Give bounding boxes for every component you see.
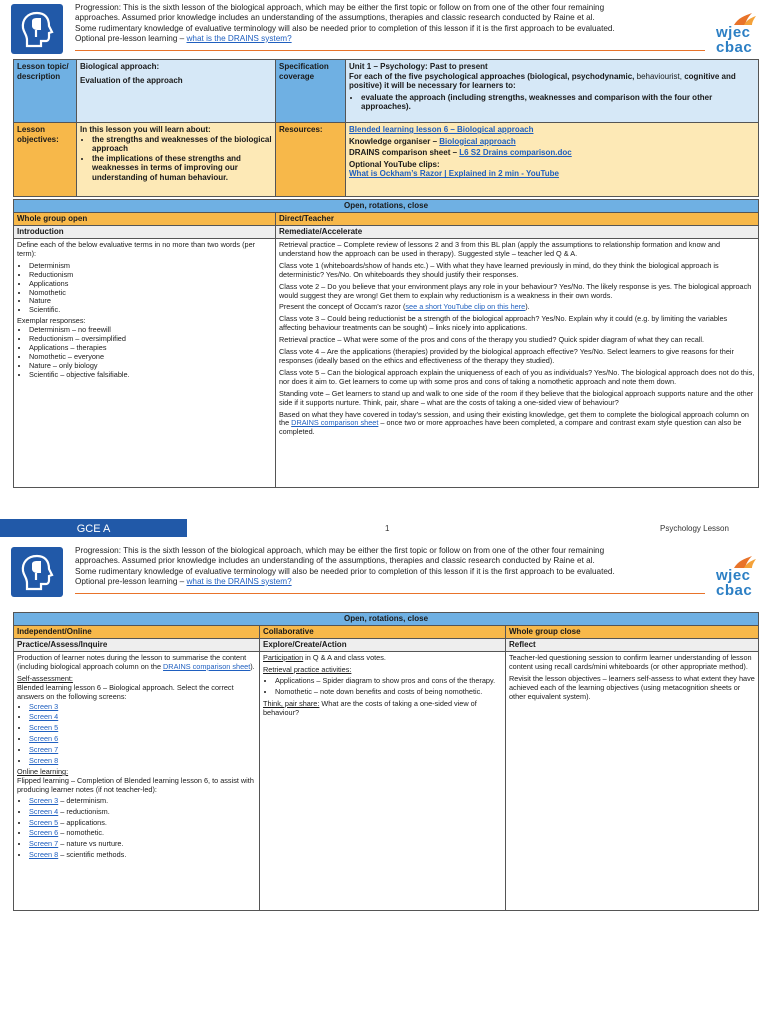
online-item: [29, 797, 256, 806]
online-item: [29, 829, 256, 838]
exemplar-label: Exemplar responses:: [17, 316, 86, 326]
progression-divider: [75, 50, 705, 51]
objectives-cell: [77, 123, 276, 197]
retrieval-item: • Applications – Spider diagram to show pros and cons of the therapy.: [275, 677, 502, 686]
objectives-intro: In this lesson you will learn about:: [80, 125, 211, 134]
spec-coverage-cell: [346, 60, 759, 123]
spec-body-a: For each of the five psychological approaches (biological, psychodynamic,: [349, 71, 637, 81]
page-2: [0, 543, 768, 1024]
drains-comparison-link[interactable]: DRAINS comparison sheet: [291, 418, 379, 428]
progression-text: [75, 3, 705, 44]
online-item: [29, 808, 256, 817]
intro-text: Define each of the below evaluative terms in no more than two words (per term):: [17, 240, 256, 258]
class-vote-1: Class vote 1 (whiteboards/show of hands etc.) – With what they have learned previously in mind, do they think the biological approach is deterministic? Yes/No. On whiteboards they should justify their responses.: [279, 260, 719, 279]
spec-body-behav: behaviourist,: [636, 71, 682, 81]
standing-vote: Standing vote – Get learners to stand up and walk to one side of the room if they believe that the biological approach supports nature and the other side if it supports nurture. Think, pair, share – what are the costs of taking a one-sided view of behaviour?: [279, 388, 754, 407]
online-learning-text: Flipped learning – Completion of Blended learning lesson 6, to assist with producing learner notes (if not teacher-led):: [17, 775, 254, 794]
drains-completion-para: [279, 411, 755, 438]
section1-banner: Open, rotations, close: [14, 200, 759, 213]
objective-item: • the implications of these strengths and weaknesses in terms of improving our understanding of human behaviour.: [92, 154, 272, 183]
online-item-text: – nomothetic.: [58, 828, 105, 838]
online-item-text: – reductionism.: [58, 806, 110, 816]
collaborative-cell: [260, 652, 506, 911]
lesson-topic-title: Biological approach:: [80, 62, 160, 71]
screen-link[interactable]: Screen 8: [29, 756, 59, 766]
head-logo-icon: [11, 4, 63, 54]
lesson-topic-label: Lesson topic/ description: [14, 60, 77, 123]
wjec-logo: [716, 12, 760, 56]
screen-link[interactable]: Screen 3: [29, 701, 59, 711]
sub-head-reflect: Reflect: [506, 639, 759, 652]
lesson-topic-cell: [77, 60, 276, 123]
ockham-youtube-link[interactable]: What is Ockham’s Razor | Explained in 2 min - YouTube: [349, 169, 559, 179]
col-head-whole-group-close: Whole group close: [506, 626, 759, 639]
progression-line-3: Some rudimentary knowledge of evaluative terminology will also be needed prior to completion of this lesson if it is the first approach to be evaluated.: [75, 566, 615, 576]
spec-title: Unit 1 – Psychology: Past to present: [349, 62, 488, 71]
online-item: [29, 840, 256, 849]
exemplar-item: • Nomothetic – everyone: [29, 353, 272, 362]
online-item-text: – determinism.: [58, 795, 109, 805]
screen-link[interactable]: Screen 5: [29, 817, 59, 827]
section1-table: [13, 199, 759, 488]
progression-line-3: Some rudimentary knowledge of evaluative terminology will also be needed prior to completion of this lesson if it is the first approach to be evaluated.: [75, 23, 615, 33]
participation-label: Participation: [263, 653, 304, 662]
exemplar-item: • Reductionism – oversimplified: [29, 335, 272, 344]
occam-youtube-link[interactable]: see a short YouTube clip on this here: [405, 302, 526, 312]
occam-prefix: Present the concept of Occam’s razor (: [279, 302, 406, 312]
section2-table: [13, 612, 759, 911]
term-item: • Reductionism: [29, 271, 272, 280]
drains-system-link[interactable]: what is the DRAINS system?: [186, 576, 292, 586]
logo-cbac-text: cbac: [716, 39, 753, 56]
footer-right-text: Psychology Lesson: [660, 524, 729, 533]
lesson-topic-sub: Evaluation of the approach: [80, 75, 183, 85]
drains-system-link[interactable]: what is the DRAINS system?: [186, 33, 292, 43]
think-pair-share-label: Think, pair share:: [263, 698, 320, 708]
page-header: [0, 543, 768, 599]
col-head-whole-group-open: Whole group open: [14, 213, 276, 226]
resources-label: Resources:: [276, 123, 346, 197]
progression-label: Progression:: [75, 546, 121, 555]
screen-link[interactable]: Screen 4: [29, 806, 59, 816]
sub-head-explore: Explore/Create/Action: [260, 639, 506, 652]
term-item: • Applications: [29, 280, 272, 289]
exemplar-item: • Applications – therapies: [29, 344, 272, 353]
sub-head-introduction: Introduction: [14, 226, 276, 239]
term-item: • Nature: [29, 297, 272, 306]
c1-intro-suffix: ).: [250, 661, 255, 671]
drains-para-suffix: – once two or more approaches have been completed, a compare and contrast exam style question can also be completed.: [279, 418, 742, 437]
blended-lesson-link[interactable]: Blended learning lesson 6 – Biological approach: [349, 125, 534, 134]
learner-notes-para: [17, 654, 256, 672]
online-learning-label: Online learning:: [17, 766, 69, 776]
term-item: • Determinism: [29, 262, 272, 271]
online-item-text: – nature vs nurture.: [58, 839, 124, 849]
section2-banner: Open, rotations, close: [14, 613, 759, 626]
online-item-text: – scientific methods.: [58, 850, 127, 860]
participation-para: [263, 654, 502, 663]
screen-link[interactable]: Screen 8: [29, 850, 59, 860]
drains-prefix: DRAINS comparison sheet –: [349, 148, 460, 158]
retrieval-item: • Nomothetic – note down benefits and costs of being nomothetic.: [275, 688, 502, 697]
exemplar-item: • Nature – only biology: [29, 362, 272, 371]
self-assessment-text: Blended learning lesson 6 – Biological approach. Select the correct answers on the following screens:: [17, 682, 234, 701]
lesson-info-table: [13, 59, 759, 197]
introduction-cell: [14, 239, 276, 488]
screen-link[interactable]: Screen 4: [29, 712, 59, 722]
think-pair-share-para: [263, 700, 502, 718]
class-vote-3: Class vote 3 – Could being reductionist be a strength of the biological approach? Yes/No. Explain why it could (e.g. by limiting the variables affecting behaviour treatments can be sought) – links nicely into applications.: [279, 314, 728, 333]
spec-coverage-label: Specification coverage: [276, 60, 346, 123]
logo-wjec-text: wjec: [716, 567, 751, 584]
knowledge-organiser-link[interactable]: Biological approach: [439, 136, 516, 146]
objectives-label: Lesson objectives:: [14, 123, 77, 197]
screen-link[interactable]: Screen 6: [29, 734, 59, 744]
screen-link[interactable]: Screen 7: [29, 745, 59, 755]
footer-page-number: 1: [385, 524, 390, 533]
resources-cell: [346, 123, 759, 197]
class-vote-5: Class vote 5 – Can the biological approach explain the uniqueness of each of you as individuals? Yes/No. The biological approach does not do this, nor does it aim to. Get learners to come up with some pros and cons of taking a nomothetic approach and note them down.: [279, 367, 755, 386]
logo-cbac-text: cbac: [716, 582, 753, 599]
class-vote-4: Class vote 4 – Are the applications (therapies) provided by the biological approach effective? Yes/No. Select learners to give reasons for their responses (ideally based on the ethics and effectiveness of the therapy they studied).: [279, 347, 734, 365]
online-item: [29, 851, 256, 860]
c1-intro: Production of learner notes during the lesson to summarise the content (including biological approach column on the: [17, 653, 247, 671]
exemplar-item: • Scientific – objective falsifiable.: [29, 371, 272, 380]
term-item: • Nomothetic: [29, 289, 272, 298]
screen-link[interactable]: Screen 3: [29, 795, 59, 805]
progression-text: [75, 546, 705, 587]
reflect-cell: [506, 652, 759, 911]
reflect-para-2: Revisit the lesson objectives – learners self-assess to what extent they have achieved each of the learning objectives (using metacognition sheets or other equivalent system).: [509, 673, 755, 701]
term-item: • Scientific.: [29, 306, 272, 315]
optional-prefix: Optional pre-lesson learning –: [75, 576, 187, 586]
col-head-independent: Independent/Online: [14, 626, 260, 639]
progression-line-1: This is the sixth lesson of the biological approach, which may be either the first topic or follow on from one of the other four remaining: [123, 546, 605, 555]
spec-body-b: cognitive and positive) it will be necessary for learners to:: [349, 71, 736, 91]
screen-link[interactable]: Screen 7: [29, 839, 59, 849]
drains-sheet-link[interactable]: L6 S2 Drains comparison.doc: [459, 148, 572, 158]
spec-bullet: • evaluate the approach (including strengths, weaknesses and comparison with the four other approaches).: [361, 93, 755, 112]
online-item: [29, 819, 256, 828]
wjec-logo: [716, 555, 760, 599]
ko-prefix: Knowledge organiser –: [349, 136, 440, 146]
col-head-direct-teacher: Direct/Teacher: [276, 213, 759, 226]
class-vote-2: Class vote 2 – Do you believe that your environment plays any role in your behaviour? Yes/No. The likely response is yes. The biological approach would suggest they are wrong! Get them to explain why reductionism is a weakness in their own words.: [279, 281, 752, 300]
reflect-para-1: Teacher-led questioning session to confirm learner understanding of lesson content using recall cards/mini whiteboards (or other appropriate method).: [509, 653, 752, 671]
sub-head-practice: Practice/Assess/Inquire: [14, 639, 260, 652]
progression-line-2: approaches. Assumed prior knowledge includes an understanding of the assumptions, therapies and classic research conducted by Raine et al.: [75, 556, 595, 566]
online-item-text: – applications.: [58, 817, 107, 827]
occams-razor-para: [279, 303, 755, 312]
youtube-label: Optional YouTube clips:: [349, 159, 440, 169]
retrieval-activities-label: Retrieval practice activities:: [263, 664, 352, 674]
occam-suffix: ).: [525, 302, 530, 312]
head-logo-icon: [11, 547, 63, 597]
progression-line-1: This is the sixth lesson of the biological approach, which may be either the first topic or follow on from one of the other four remaining: [123, 3, 605, 12]
retrieval-practice-1: Retrieval practice – Complete review of lessons 2 and 3 from this BL plan (apply the assumptions to relationship formation and know and understand how the approach can be used in therapy). Suggested style – teacher led Q & A.: [279, 240, 721, 258]
progression-divider: [75, 593, 705, 594]
screen-link[interactable]: Screen 5: [29, 723, 59, 733]
spec-body: [349, 72, 755, 91]
col-head-collaborative: Collaborative: [260, 626, 506, 639]
logo-wjec-text: wjec: [716, 24, 751, 41]
drains-comparison-link[interactable]: DRAINS comparison sheet: [163, 661, 251, 671]
remediate-cell: [276, 239, 759, 488]
drains-para-prefix: Based on what they have covered in today’s session, and using their existing knowledge, get them to complete the biological approach column on the: [279, 409, 749, 428]
page-separator: [0, 537, 768, 541]
self-assessment-label: Self-assessment:: [17, 673, 73, 683]
independent-cell: [14, 652, 260, 911]
optional-prefix: Optional pre-lesson learning –: [75, 33, 187, 43]
retrieval-practice-2: Retrieval practice – What were some of the pros and cons of the therapy you studied? Quick spider diagram of what they can recall.: [279, 335, 705, 345]
screen-link[interactable]: Screen 6: [29, 828, 59, 838]
page-header: [0, 0, 768, 56]
footer-tab: GCE A: [0, 519, 187, 537]
sub-head-remediate: Remediate/Accelerate: [276, 226, 759, 239]
progression-label: Progression:: [75, 3, 121, 12]
progression-line-2: approaches. Assumed prior knowledge includes an understanding of the assumptions, therapies and classic research conducted by Raine et al.: [75, 13, 595, 23]
think-pair-share-text: What are the costs of taking a one-sided view of behaviour?: [263, 698, 477, 717]
exemplar-item: • Determinism – no freewill: [29, 326, 272, 335]
objective-item: • the strengths and weaknesses of the biological approach: [92, 135, 272, 154]
participation-text: in Q & A and class votes.: [303, 653, 386, 662]
